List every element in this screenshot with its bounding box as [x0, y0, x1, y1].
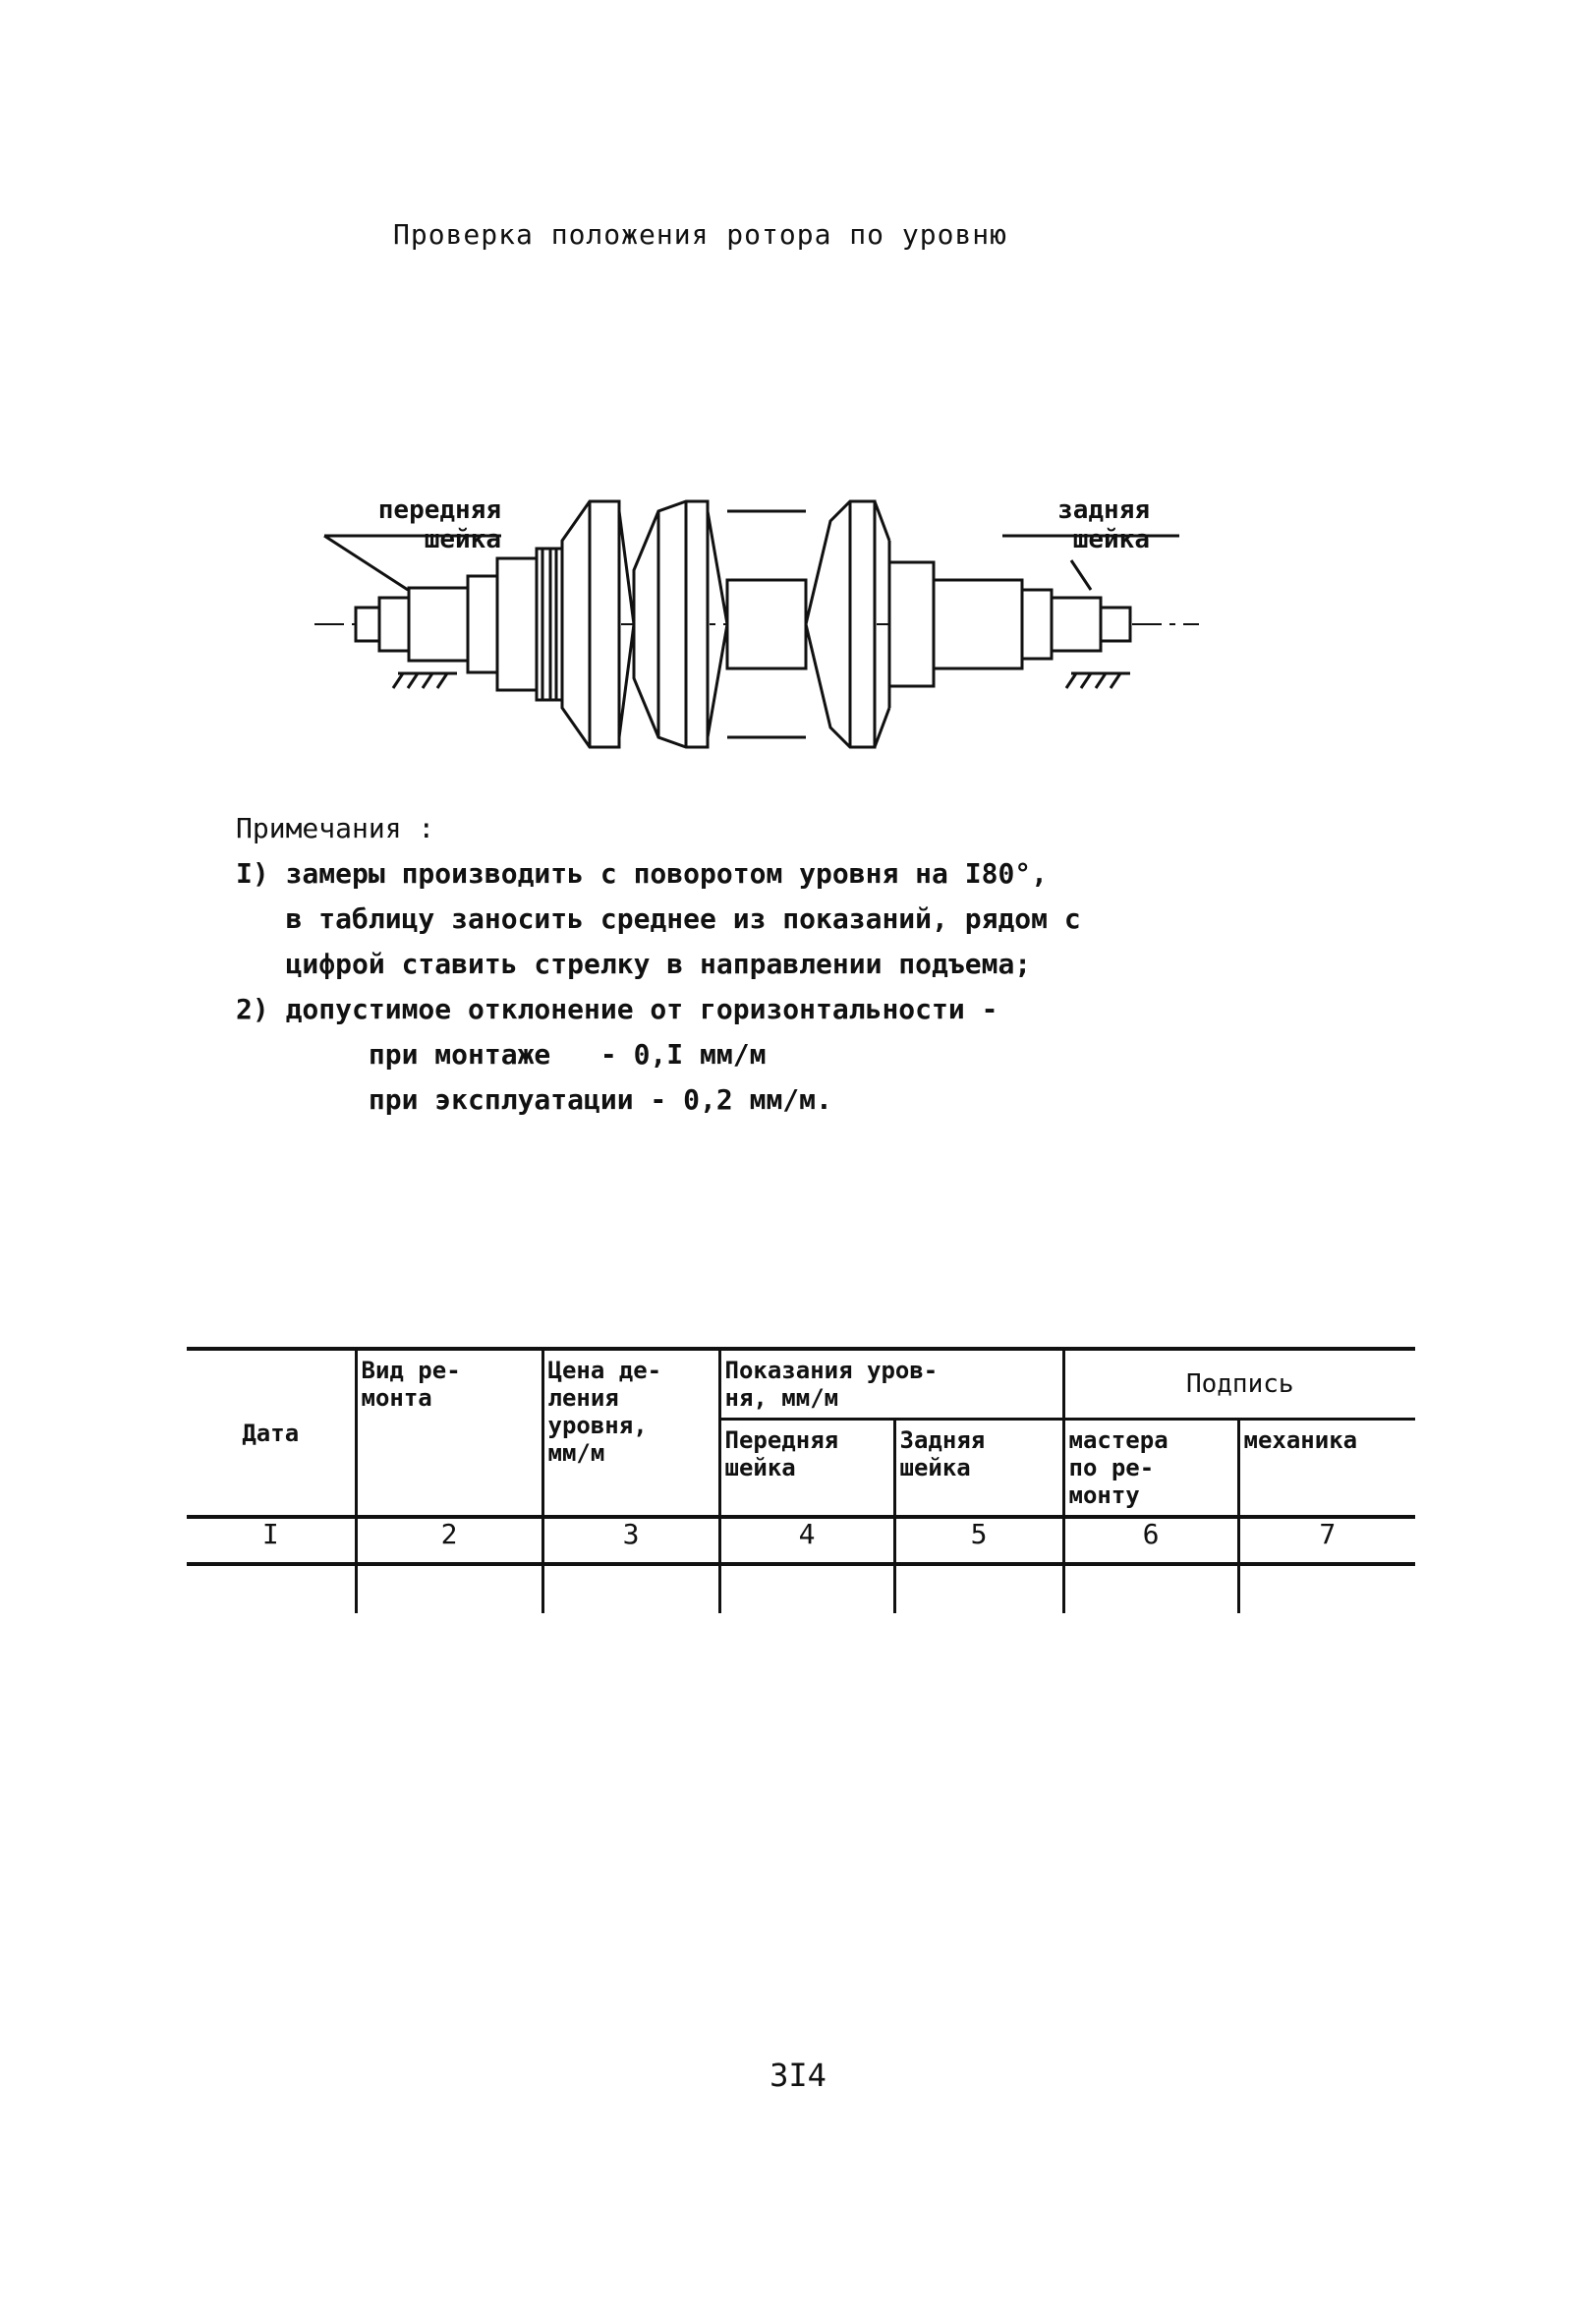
- notes-heading: Примечания :: [236, 812, 435, 844]
- note-1-line-1: I) замеры производить с поворотом уровня на I80°,: [236, 857, 1049, 890]
- page-number: 3I4: [770, 2057, 826, 2094]
- col-number-7: 7: [1238, 1517, 1415, 1564]
- empty-cell: [542, 1564, 719, 1613]
- notes-section: [236, 806, 1081, 1123]
- front-journal-label-line1: передняя: [377, 495, 501, 525]
- empty-cell: [719, 1564, 894, 1613]
- header-mechanic: механика: [1238, 1420, 1415, 1518]
- col-number-5: 5: [894, 1517, 1063, 1564]
- col-number-6: 6: [1063, 1517, 1238, 1564]
- front-journal-label-line2: шейка: [424, 525, 501, 554]
- header-master: мастера по ре- монту: [1063, 1420, 1238, 1518]
- note-2-line-3: при эксплуатации - 0,2 мм/м.: [236, 1083, 832, 1116]
- empty-cell: [1238, 1564, 1415, 1613]
- rear-journal-label-line2: шейка: [1072, 525, 1150, 554]
- note-1-line-3: цифрой ставить стрелку в направлении подъема;: [236, 948, 1032, 980]
- col-number-4: 4: [719, 1517, 894, 1564]
- col-number-3: 3: [542, 1517, 719, 1564]
- header-front-journal: Передняя шейка: [719, 1420, 894, 1518]
- page-title: Проверка положения ротора по уровню: [393, 218, 1008, 251]
- front-journal-label: [324, 495, 501, 554]
- header-rear-journal: Задняя шейка: [894, 1420, 1063, 1518]
- header-date: Дата: [187, 1349, 356, 1517]
- header-signature: Подпись: [1063, 1349, 1415, 1420]
- note-2-line-2: при монтаже - 0,I мм/м: [236, 1038, 767, 1071]
- note-1-line-2: в таблицу заносить среднее из показаний, рядом с: [236, 902, 1081, 935]
- empty-cell: [356, 1564, 542, 1613]
- header-level-readings: Показания уров- ня, мм/м: [719, 1349, 1063, 1420]
- empty-cell: [894, 1564, 1063, 1613]
- empty-cell: [1063, 1564, 1238, 1613]
- note-2-line-1: 2) допустимое отклонение от горизонтальности -: [236, 993, 998, 1025]
- col-number-2: 2: [356, 1517, 542, 1564]
- header-repair-type: Вид ре- монта: [356, 1349, 542, 1517]
- header-division-value: Цена де- ления уровня, мм/м: [542, 1349, 719, 1517]
- level-log-table: [187, 1347, 1415, 1613]
- rotor-diagram: [295, 482, 1219, 777]
- col-number-1: I: [187, 1517, 356, 1564]
- empty-cell: [187, 1564, 356, 1613]
- rear-journal-label-line1: задняя: [1057, 495, 1150, 525]
- rear-journal-label: [1002, 495, 1150, 554]
- level-log-table-wrap: [187, 1347, 1415, 1613]
